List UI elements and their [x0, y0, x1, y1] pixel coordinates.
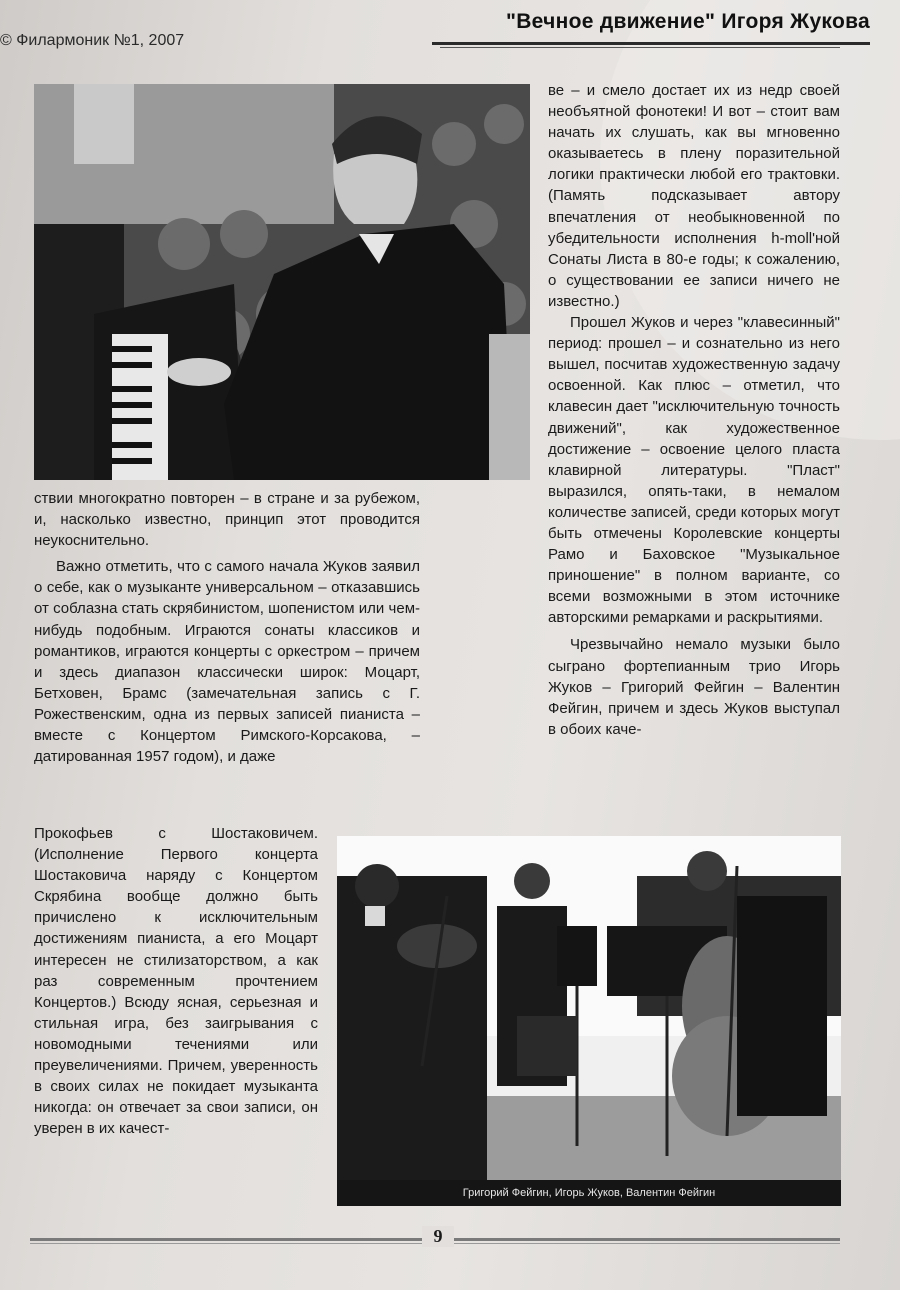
right-column-top — [548, 80, 840, 740]
right-paragraph-3: Чрезвычайно немало музыки было сыграно фортепианным трио Игорь Жуков – Григорий Фейгин – Валентин Фейгин, причем и здесь Жуков выступал в обоих каче- — [548, 636, 840, 738]
page-number: 9 — [422, 1226, 454, 1247]
article-title: "Вечное движение" Игоря Жукова — [505, 10, 870, 33]
title-rule — [432, 42, 870, 45]
left-column-narrow — [34, 823, 318, 1139]
trio-photo-caption: Григорий Фейгин, Игорь Жуков, Валентин Фейгин — [337, 1180, 841, 1206]
left-paragraph-2: Важно отметить, что с самого начала Жуков заявил о себе, как о музыканте универсальном – отказавшись от соблазна стать скрябинистом, шопенистом или чем-нибудь подобным. Играются сонаты классиков и романтиков, играются концерты с оркестром – причем и здесь диапазон классически широк: Моцарт, Бетховен, Брамс (замечательная запись с Г. Рожественским, одна из первых записей пианиста – вместе с Концертом Римского-Корсакова, – датированная 1957 годом), и даже — [34, 558, 420, 766]
right-paragraph-1: ве – и смело достает их из недр своей необъятной фонотеки! И вот – стоит вам начать их слушать, как вы мгновенно оказываетесь в плену поразительной логики практически любой его трактовки. (Память подсказывает автору впечатления от необыкновенной по убедительности исполнения h-moll'ной Сонаты Листа в 80-е годы; к сожалению, о существовании ее записи ничего не известно.) — [548, 82, 840, 310]
left-column — [34, 488, 420, 767]
trio-photo-image — [337, 836, 841, 1180]
pianist-photo — [34, 84, 530, 480]
pianist-photo-image — [34, 84, 530, 480]
title-rule-thin — [440, 47, 840, 48]
trio-photo — [337, 836, 841, 1206]
right-paragraph-2: Прошел Жуков и через "клавесинный" период: прошел – и сознательно из него вышел, посчитав художественную задачу освоенной. Как плюс – отметил, что клавесин дает "исключительную точность движений", как художественное достижение – освоение целого пласта клавирной литературы. "Пласт" выразился, опять-таки, в немалом количестве записей, среди которых могут быть отмечены Королевские концерты Рамо и Баховское "Музыкальное приношение" в полном варианте, со всеми возможными в этом источнике авторскими ремарками и раскрытиями. — [548, 314, 840, 627]
magazine-issue: © Филармоник №1, 2007 — [0, 32, 185, 49]
left-paragraph-1: ствии многократно повторен – в стране и за рубежом, и, насколько известно, принцип этот проводится неукоснительно. — [34, 490, 420, 550]
left-paragraph-3: Прокофьев с Шостаковичем. (Исполнение Первого концерта Шостаковича наряду с Концертом Скрябина вообще должно быть причислено к исключительным достижениям пианиста, а его Моцарт интересен не стилизаторством, а как раз современным прочтением Концертов.) Всюду ясная, серьезная и стильная игра, без заигрывания с новомодными течениями или преувеличениями. Причем, уверенность в своих силах не покидает музыканта никогда: он отвечает за свои записи, он уверен в их качест- — [34, 825, 318, 1138]
